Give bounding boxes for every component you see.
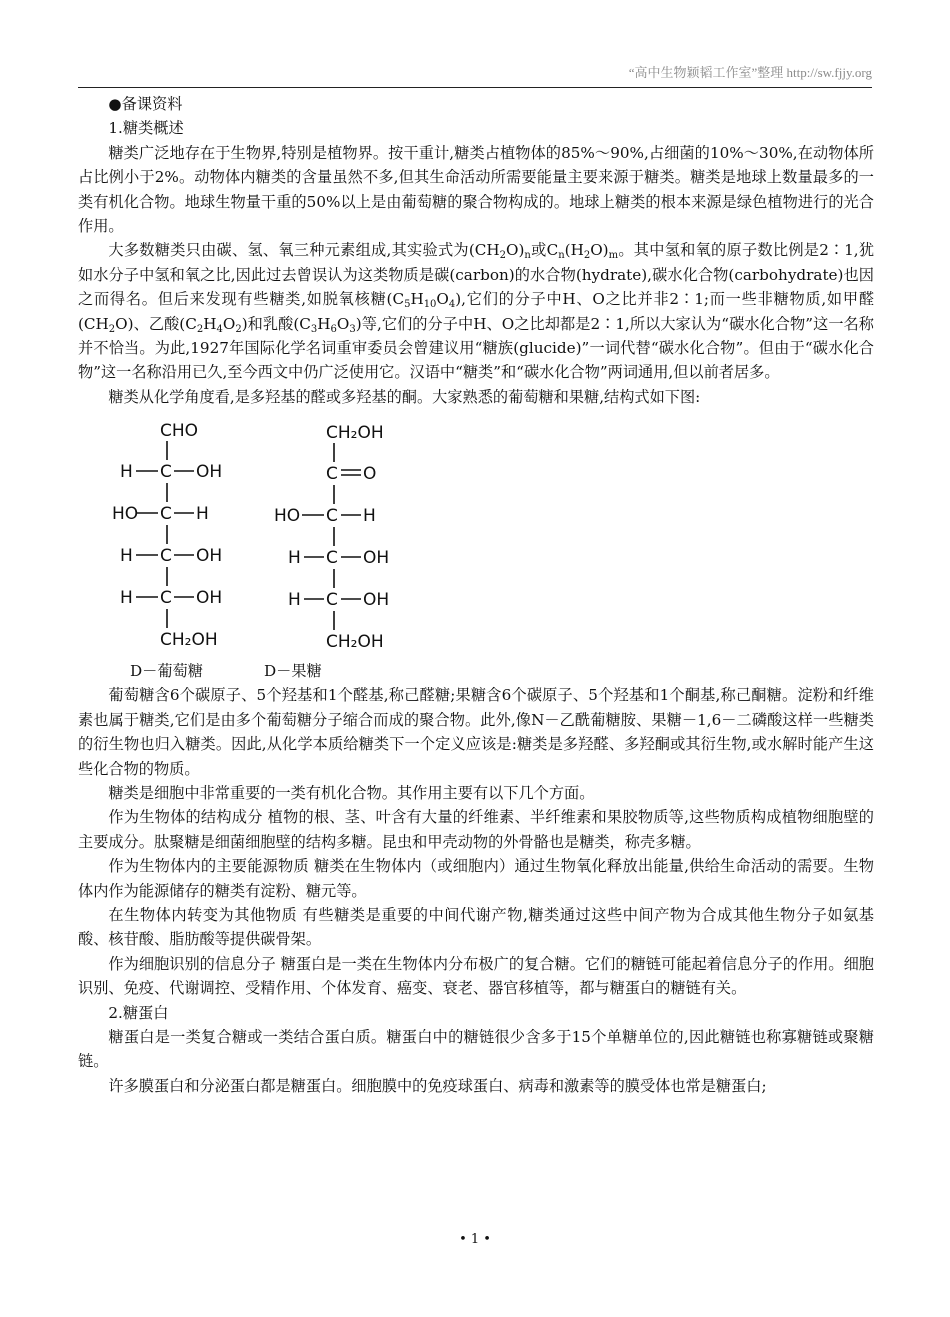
section-1-title: 1.糖类概述 <box>108 119 184 138</box>
glucose-bottom: CH₂OH <box>160 630 218 651</box>
svg-text:C: C <box>160 462 172 483</box>
svg-text:H: H <box>120 462 133 483</box>
caption-fructose: D－果糖 <box>264 662 322 681</box>
svg-text:C: C <box>160 504 172 525</box>
caption-glucose: D－葡萄糖 <box>130 662 203 681</box>
svg-text:OH: OH <box>363 548 390 569</box>
svg-text:H: H <box>363 506 376 527</box>
fructose-bottom: CH₂OH <box>326 632 384 653</box>
glucose-structure <box>112 421 222 650</box>
svg-text:OH: OH <box>196 588 223 609</box>
document-body <box>78 92 874 1098</box>
paragraph-7: 作为生物体内的主要能源物质 糖类在生物体内（或细胞内）通过生物氧化释放出能量,供给生命活动的需要。生物体内作为能源储存的糖类有淀粉、糖元等。 <box>78 857 874 900</box>
paragraph-8: 在生物体内转变为其他物质 有些糖类是重要的中间代谢产物,糖类通过这些中间产物为合成其他生物分子如氨基酸、核苷酸、脂肪酸等提供碳骨架。 <box>78 905 874 949</box>
glucose-top: CHO <box>160 421 199 442</box>
svg-text:OH: OH <box>363 590 390 611</box>
paragraph-4: 葡萄糖含6个碳原子、5个羟基和1个醛基,称己醛糖;果糖含6个碳原子、5个羟基和1个酮基,称己酮糖。淀粉和纤维素也属于糖类,它们是由多个葡萄糖分子缩合而成的聚合物。此外,像N－乙酰葡糖胺、果糖－1,6－二磷酸这样一些糖类的衍生物也归入糖类。因此,从化学本质给糖类下一个定义应该是:糖类是多羟醛、多羟酮或其衍生物,或水解时能产生这些化合物的物质。 <box>78 686 874 778</box>
svg-text:OH: OH <box>196 462 223 483</box>
paragraph-11: 许多膜蛋白和分泌蛋白都是糖蛋白。细胞膜中的免疫球蛋白、病毒和激素等的膜受体也常是糖蛋白; <box>108 1076 767 1095</box>
svg-text:C: C <box>326 590 338 611</box>
paragraph-9: 作为细胞识别的信息分子 糖蛋白是一类在生物体内分布极广的复合糖。它们的糖链可能起着信息分子的作用。细胞识别、免疫、代谢调控、受精作用、个体发育、癌变、衰老、器官移植等，都与糖蛋白的糖链有关。 <box>78 954 874 998</box>
chem-structures <box>108 413 428 659</box>
svg-text:C: C <box>160 588 172 609</box>
svg-text:H: H <box>288 548 301 569</box>
svg-text:O: O <box>363 464 377 485</box>
page-header <box>78 62 872 88</box>
svg-text:H: H <box>196 504 209 525</box>
svg-text:HO: HO <box>112 504 139 525</box>
header-text: “高中生物颖韬工作室”整理 http://sw.fjjy.org <box>628 65 872 80</box>
paragraph-10: 糖蛋白是一类复合糖或一类结合蛋白质。糖蛋白中的糖链很少含多于15个单糖单位的,因此糖链也称寡糖链或聚糖链。 <box>78 1027 874 1071</box>
paragraph-1: 糖类广泛地存在于生物界,特别是植物界。按干重计,糖类占植物体的85%～90%,占细菌的10%～30%,在动物体所占比例小于2%。动物体内糖类的含量虽然不多,但其生命活动所需要能量主要来源于糖类。糖类是地球上数量最多的一类有机化合物。地球生物量干重的50%以上是由葡萄糖的聚合物构成的。地球上糖类的根本来源是绿色植物进行的光合作用。 <box>78 143 874 236</box>
paragraph-5: 糖类是细胞中非常重要的一类有机化合物。其作用主要有以下几个方面。 <box>108 783 595 802</box>
section-2-title: 2.糖蛋白 <box>108 1003 169 1022</box>
svg-text:C: C <box>326 506 338 527</box>
svg-text:OH: OH <box>196 546 223 567</box>
fructose-top: CH₂OH <box>326 423 384 444</box>
svg-text:C: C <box>160 546 172 567</box>
svg-text:H: H <box>288 590 301 611</box>
fructose-structure <box>274 423 389 652</box>
paragraph-3: 糖类从化学角度看,是多羟基的醛或多羟基的酮。大家熟悉的葡萄糖和果糖,结构式如下图: <box>108 387 701 406</box>
structure-figure <box>78 413 874 659</box>
svg-text:C: C <box>326 464 338 485</box>
page-number: • 1 • <box>459 1232 491 1247</box>
paragraph-2: 大多数糖类只由碳、氢、氧三种元素组成,其实验式为$(CH_2O)_n$或$C_n(H_2O)_m$。其中氢和氧的原子数比例是2∶1,犹如水分子中氢和氧之比,因此过去曾误认为这类物质是碳(carbon)的水合物(hydrate),碳水化合物(carbohydrate)也因之而得名。但后来发现有些糖类,如脱氧核糖$(C_5H_{10}O_4)$,它们的分子中H、O之比并非2∶1;而一些非糖物质,如甲醛$(CH_2O)$、乙酸$(C_2H_4O_2)$和乳酸$(C_3H_6O_3)$等,它们的分子中H、O之比却都是2∶1,所以大家认为“碳水化合物”这一名称并不恰当。为此,1927年国际化学名词重审委员会曾建议用“糖族(glucide)”一词代替“碳水化合物”。但由于“碳水化合物”这一名称沿用已久,至今西文中仍广泛使用它。汉语中“糖类”和“碳水化合物”两词通用,但以前者居多。 <box>78 241 875 382</box>
svg-text:HO: HO <box>274 506 301 527</box>
svg-text:C: C <box>326 548 338 569</box>
svg-text:H: H <box>120 588 133 609</box>
svg-text:H: H <box>120 546 133 567</box>
paragraph-6: 作为生物体的结构成分 植物的根、茎、叶含有大量的纤维素、半纤维素和果胶物质等,这些物质构成植物细胞壁的主要成分。肽聚糖是细菌细胞壁的结构多糖。昆虫和甲壳动物的外骨骼也是糖类，称壳多糖。 <box>78 808 874 851</box>
figure-captions <box>78 659 874 683</box>
prep-title: ●备课资料 <box>108 95 183 113</box>
